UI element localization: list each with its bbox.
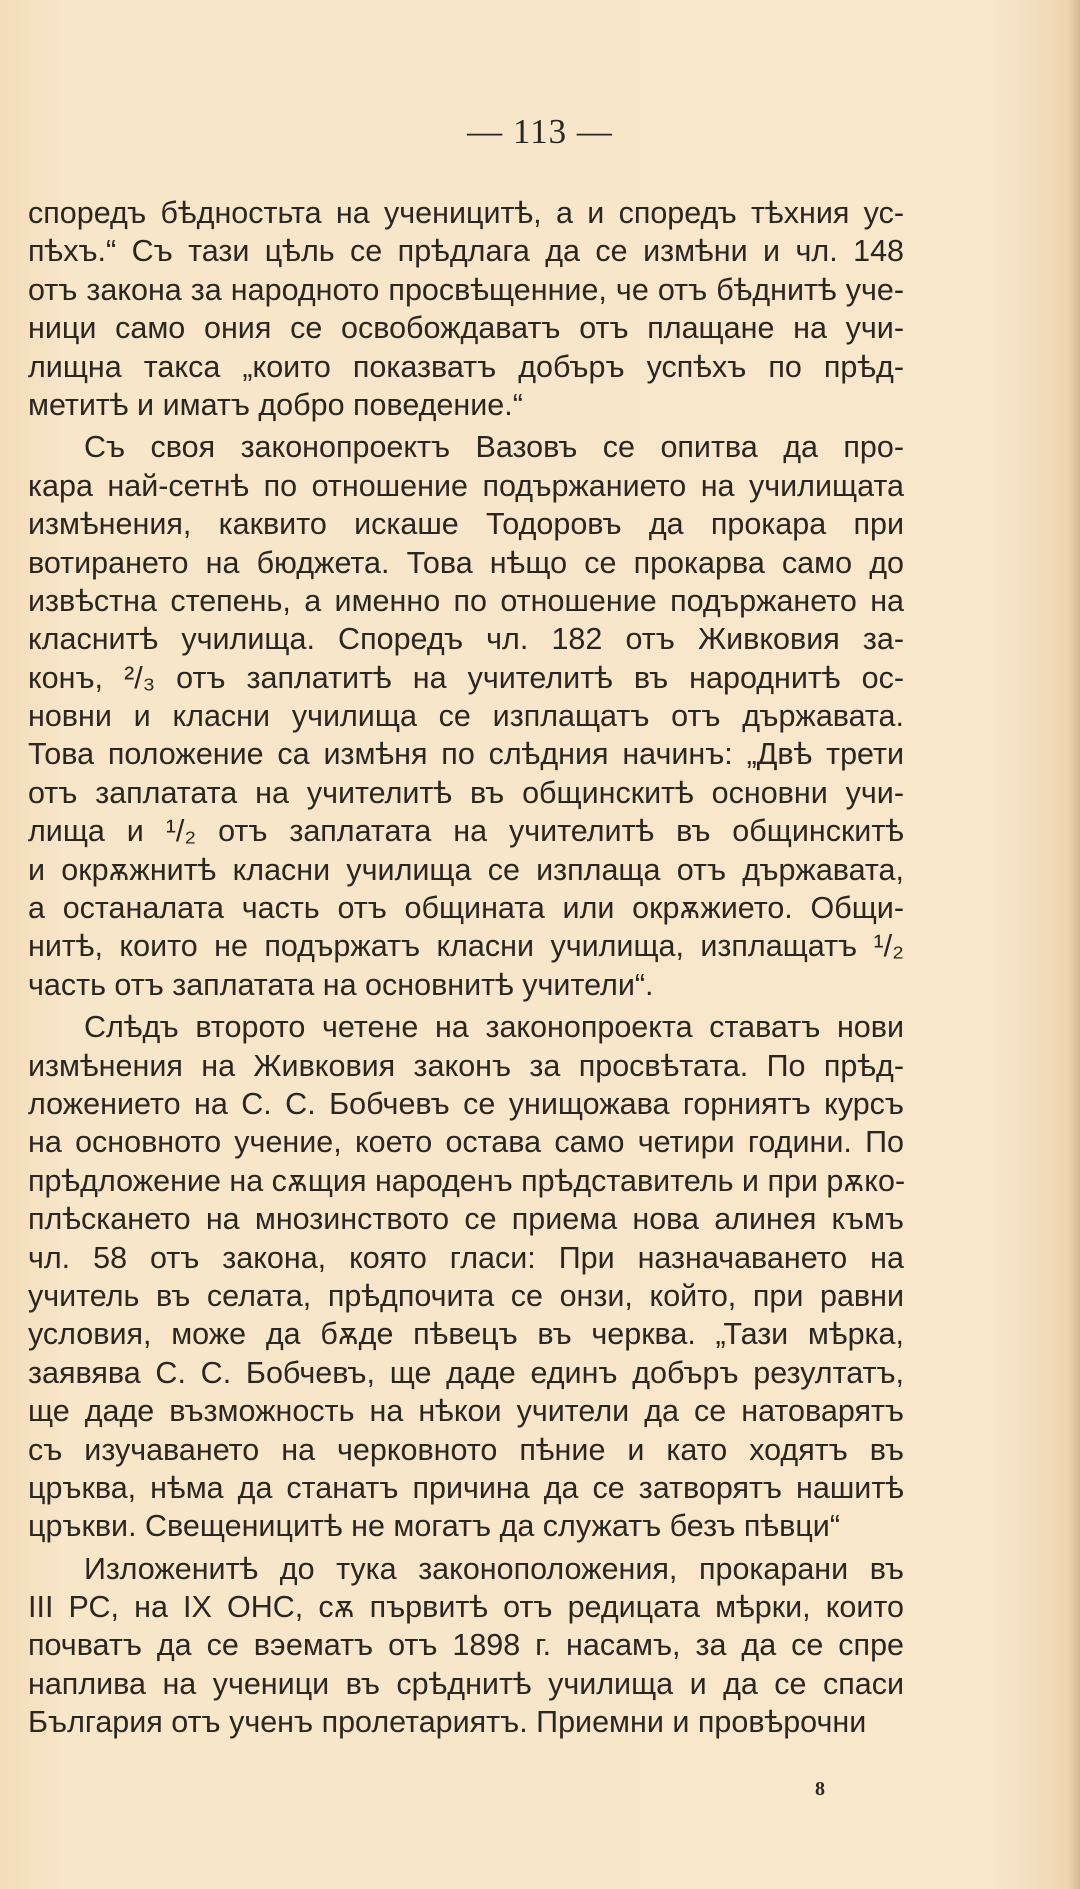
text-line: Това положение са измѣня по слѣдния начинъ: „Двѣ трети bbox=[28, 737, 904, 772]
text-line: заявява С. С. Бобчевъ, ще даде единъ добъръ резултатъ, bbox=[28, 1355, 904, 1390]
text-line: а останалата часть отъ общината или окрѫжието. Общи- bbox=[28, 891, 904, 926]
text-line: вотирането на бюджета. Това нѣщо се прокарва само до bbox=[28, 545, 904, 580]
page-number: — 113 — bbox=[467, 112, 613, 151]
text-line: чл. 58 отъ закона, която гласи: При назначаването на bbox=[28, 1240, 904, 1275]
page-edge-shadow bbox=[1068, 0, 1080, 1889]
text-line: часть отъ заплатата на основнитѣ учители“. bbox=[28, 967, 654, 1002]
text-line: ници само ония се освобождаватъ отъ плащане на учи- bbox=[28, 311, 904, 346]
text-line: Слѣдъ второто четене на законопроекта ставатъ нови bbox=[84, 1010, 904, 1045]
text-line: цръква, нѣма да станатъ причина да се затворятъ нашитѣ bbox=[28, 1470, 904, 1505]
text-line: споредъ бѣдностьта на ученицитѣ, а и споредъ тѣхния ус- bbox=[28, 196, 904, 230]
text-line: кара най-сетнѣ по отношение подържанието на училищата bbox=[28, 468, 904, 503]
text-line: Съ своя законопроектъ Вазовъ се опитва да про- bbox=[84, 430, 904, 465]
text-line: метитѣ и иматъ добро поведение.“ bbox=[28, 387, 523, 422]
paragraph bbox=[28, 428, 904, 1004]
text-line: прѣдложение на сѫщия народенъ прѣдставитель и при рѫко- bbox=[28, 1163, 906, 1198]
text-line: съ изучаването на черковното пѣние и като ходятъ въ bbox=[28, 1432, 904, 1467]
text-line: класнитѣ училища. Споредъ чл. 182 отъ Живковия за- bbox=[28, 622, 904, 657]
text-line: пѣхъ.“ Съ тази цѣль се прѣдлага да се измѣни и чл. 148 bbox=[28, 234, 904, 269]
text-line: почватъ да се вэематъ отъ 1898 г. насамъ, за да се спре bbox=[28, 1628, 904, 1663]
text-line: извѣстна степень, а именно по отношение подържането на bbox=[28, 583, 904, 618]
paragraph bbox=[28, 1008, 904, 1545]
text-line: наплива на ученици въ срѣднитѣ училища и да се спаси bbox=[28, 1666, 904, 1701]
text-line: ще даде възможность на нѣкои учители да се натоварятъ bbox=[28, 1394, 904, 1429]
text-line: лищна такса „които показватъ добъръ успѣхъ по прѣд- bbox=[28, 349, 904, 384]
text-line: условия, може да бѫде пѣвецъ въ черква. „Тази мѣрка, bbox=[28, 1317, 904, 1352]
paragraph bbox=[28, 194, 904, 424]
text-line: новни и класни училища се изплащатъ отъ държавата. bbox=[28, 699, 904, 734]
text-line: учитель въ селата, прѣдпочита се онзи, който, при равни bbox=[28, 1278, 904, 1313]
text-line: нитѣ, които не подържатъ класни училища, изплащатъ ¹/₂ bbox=[28, 929, 904, 964]
text-line: България отъ ученъ пролетариятъ. Приемни и провѣрочни bbox=[28, 1705, 867, 1740]
text-line: измѣнения на Живковия законъ за просвѣтата. По прѣд- bbox=[28, 1048, 904, 1083]
signature-mark: 8 bbox=[815, 1778, 825, 1800]
text-line: цръкви. Свещеницитѣ не могатъ да служатъ безъ пѣвци“ bbox=[28, 1509, 840, 1544]
text-line: отъ заплатата на учителитѣ въ общинскитѣ основни учи- bbox=[28, 775, 904, 810]
text-line: и окрѫжнитѣ класни училища се изплаща отъ държавата, bbox=[28, 852, 904, 887]
text-line: отъ закона за народното просвѣщенние, че отъ бѣднитѣ уче- bbox=[28, 272, 904, 307]
text-line: конъ, ²/₃ отъ заплатитѣ на учителитѣ въ народнитѣ ос- bbox=[28, 660, 904, 695]
text-line: Изложенитѣ до тука законоположения, прокарани въ bbox=[84, 1551, 904, 1586]
paragraph bbox=[28, 1550, 904, 1742]
text-line: III РС, на IX ОНС, сѫ първитѣ отъ редицата мѣрки, които bbox=[28, 1590, 904, 1625]
body-text bbox=[28, 194, 904, 1742]
text-line: ложението на С. С. Бобчевъ се унищожава горниятъ курсъ bbox=[28, 1086, 904, 1121]
text-line: лища и ¹/₂ отъ заплатата на учителитѣ въ общинскитѣ bbox=[28, 814, 904, 849]
text-line: плѣскането на мнозинството се приема нова алинея къмъ bbox=[28, 1202, 904, 1237]
text-line: измѣнения, каквито искаше Тодоровъ да прокара при bbox=[28, 507, 904, 542]
text-line: на основното учение, което остава само четири години. По bbox=[28, 1125, 904, 1160]
